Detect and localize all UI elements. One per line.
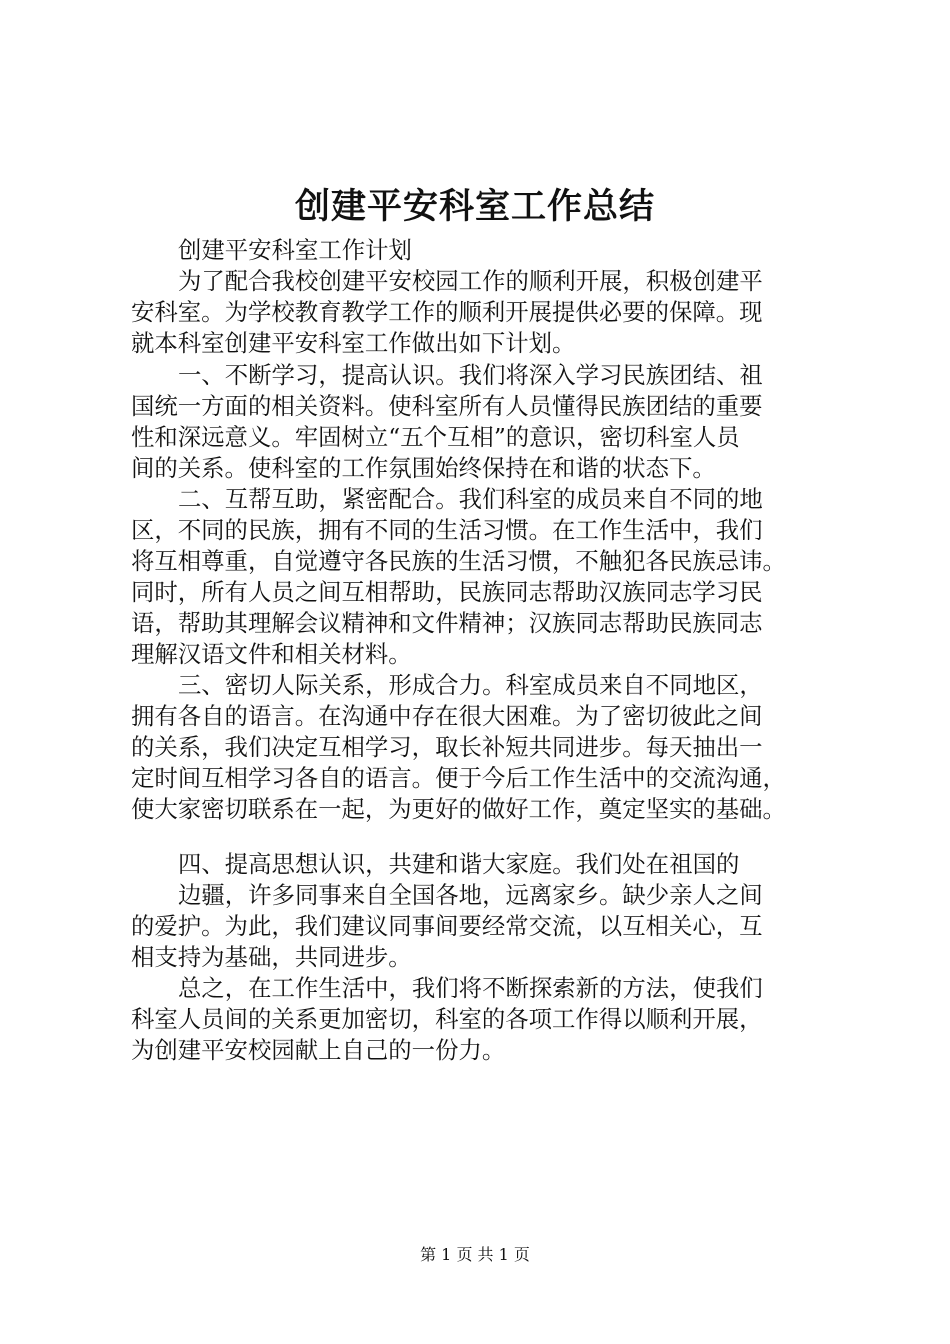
body-line: 一、不断学习，提高认识。我们将深入学习民族团结、祖: [178, 361, 763, 389]
body-line: 语，帮助其理解会议精神和文件精神；汉族同志帮助民族同志: [131, 609, 763, 637]
body-line: 区，不同的民族，拥有不同的生活习惯。在工作生活中，我们: [131, 516, 763, 544]
body-line: 的爱护。为此，我们建议同事间要经常交流，以互相关心，互: [131, 912, 763, 940]
body-line: 同时，所有人员之间互相帮助，民族同志帮助汉族同志学习民: [131, 578, 763, 606]
body-line: 三、密切人际关系，形成合力。科室成员来自不同地区，: [178, 671, 763, 699]
body-line: 就本科室创建平安科室工作做出如下计划。: [131, 329, 576, 357]
body-line: 安科室。为学校教育教学工作的顺利开展提供必要的保障。现: [131, 298, 763, 326]
body-line: 理解汉语文件和相关材料。: [131, 640, 412, 668]
body-line: 性和深远意义。牢固树立“五个互相”的意识，密切科室人员: [131, 423, 740, 451]
body-line: 科室人员间的关系更加密切，科室的各项工作得以顺利开展，: [131, 1005, 763, 1033]
document-title: 创建平安科室工作总结: [294, 186, 655, 227]
body-line: 的关系，我们决定互相学习，取长补短共同进步。每天抽出一: [131, 733, 763, 761]
body-line: 四、提高思想认识，共建和谐大家庭。我们处在祖国的: [178, 850, 740, 878]
body-line: 定时间互相学习各自的语言。便于今后工作生活中的交流沟通，: [131, 764, 786, 792]
body-line: 拥有各自的语言。在沟通中存在很大困难。为了密切彼此之间: [131, 702, 763, 730]
body-line: 总之，在工作生活中，我们将不断探索新的方法，使我们: [178, 974, 763, 1002]
body-line: 将互相尊重，自觉遵守各民族的生活习惯，不触犯各民族忌讳。: [131, 547, 786, 575]
body-line: 为了配合我校创建平安校园工作的顺利开展，积极创建平: [178, 267, 763, 295]
body-line: 创建平安科室工作计划: [178, 236, 412, 264]
body-line: 国统一方面的相关资料。使科室所有人员懂得民族团结的重要: [131, 392, 763, 420]
body-line: 相支持为基础，共同进步。: [131, 943, 412, 971]
body-line: 间的关系。使科室的工作氛围始终保持在和谐的状态下。: [131, 454, 716, 482]
body-line: 为创建平安校园献上自己的一份力。: [131, 1036, 506, 1064]
body-line: 边疆，许多同事来自全国各地，远离家乡。缺少亲人之间: [178, 881, 763, 909]
page-footer: 第 1 页 共 1 页: [420, 1245, 530, 1264]
body-line: 二、互帮互助，紧密配合。我们科室的成员来自不同的地: [178, 485, 763, 513]
body-line: 使大家密切联系在一起，为更好的做好工作，奠定坚实的基础。: [131, 795, 786, 823]
